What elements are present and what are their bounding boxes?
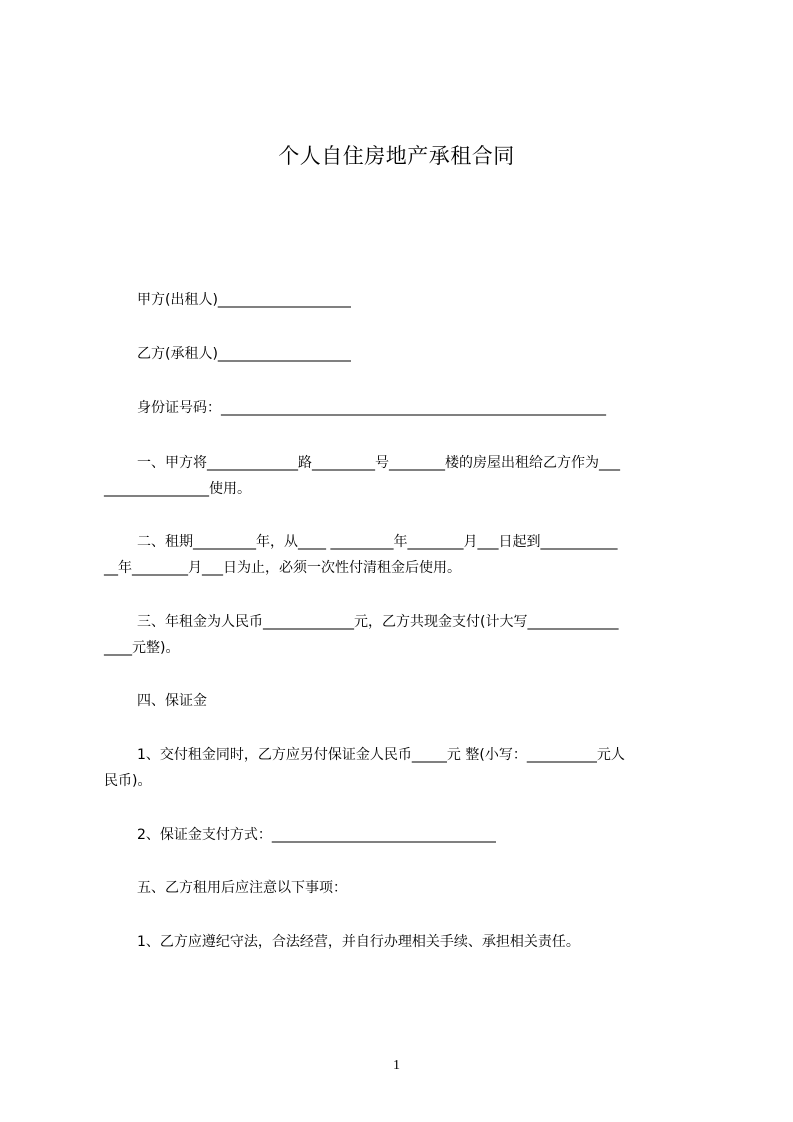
clause-4-item-2: 2、保证金支付方式：________________________________ — [137, 827, 496, 843]
clause-4-heading: 四、保证金 — [137, 693, 207, 709]
page-number: 1 — [393, 1058, 400, 1073]
party-a-line: 甲方(出租人)___________________ — [137, 292, 351, 308]
clause-3-line-1: 三、年租金为人民币_____________元，乙方共现金支付(计大写_____________ — [137, 614, 619, 630]
clause-2-line-1: 二、租期_________年，从____ _________年________月___日起到___________ — [137, 534, 618, 550]
id-number-line: 身份证号码：_______________________________________________________ — [137, 400, 606, 416]
page-title: 个人自住房地产承租合同 — [278, 144, 515, 168]
clause-4-item-1-line-2: 民币)。 — [104, 773, 152, 789]
party-b-line: 乙方(承租人)___________________ — [137, 346, 351, 362]
clause-5-item-1: 1、乙方应遵纪守法，合法经营，并自行办理相关手续、承担相关责任。 — [137, 934, 580, 950]
clause-3-line-2: ____元整)。 — [104, 640, 180, 656]
clause-1-line-2: _______________使用。 — [104, 481, 251, 497]
clause-1-line-1: 一、甲方将_____________路_________号________楼的房屋出租给乙方作为___ — [137, 455, 620, 471]
clause-4-item-1-line-1: 1、交付租金同时，乙方应另付保证金人民币_____元 整(小写：__________元人 — [137, 747, 625, 763]
clause-5-heading: 五、乙方租用后应注意以下事项： — [137, 880, 347, 896]
clause-2-line-2: __年________月___日为止，必须一次性付清租金后使用。 — [104, 560, 461, 576]
